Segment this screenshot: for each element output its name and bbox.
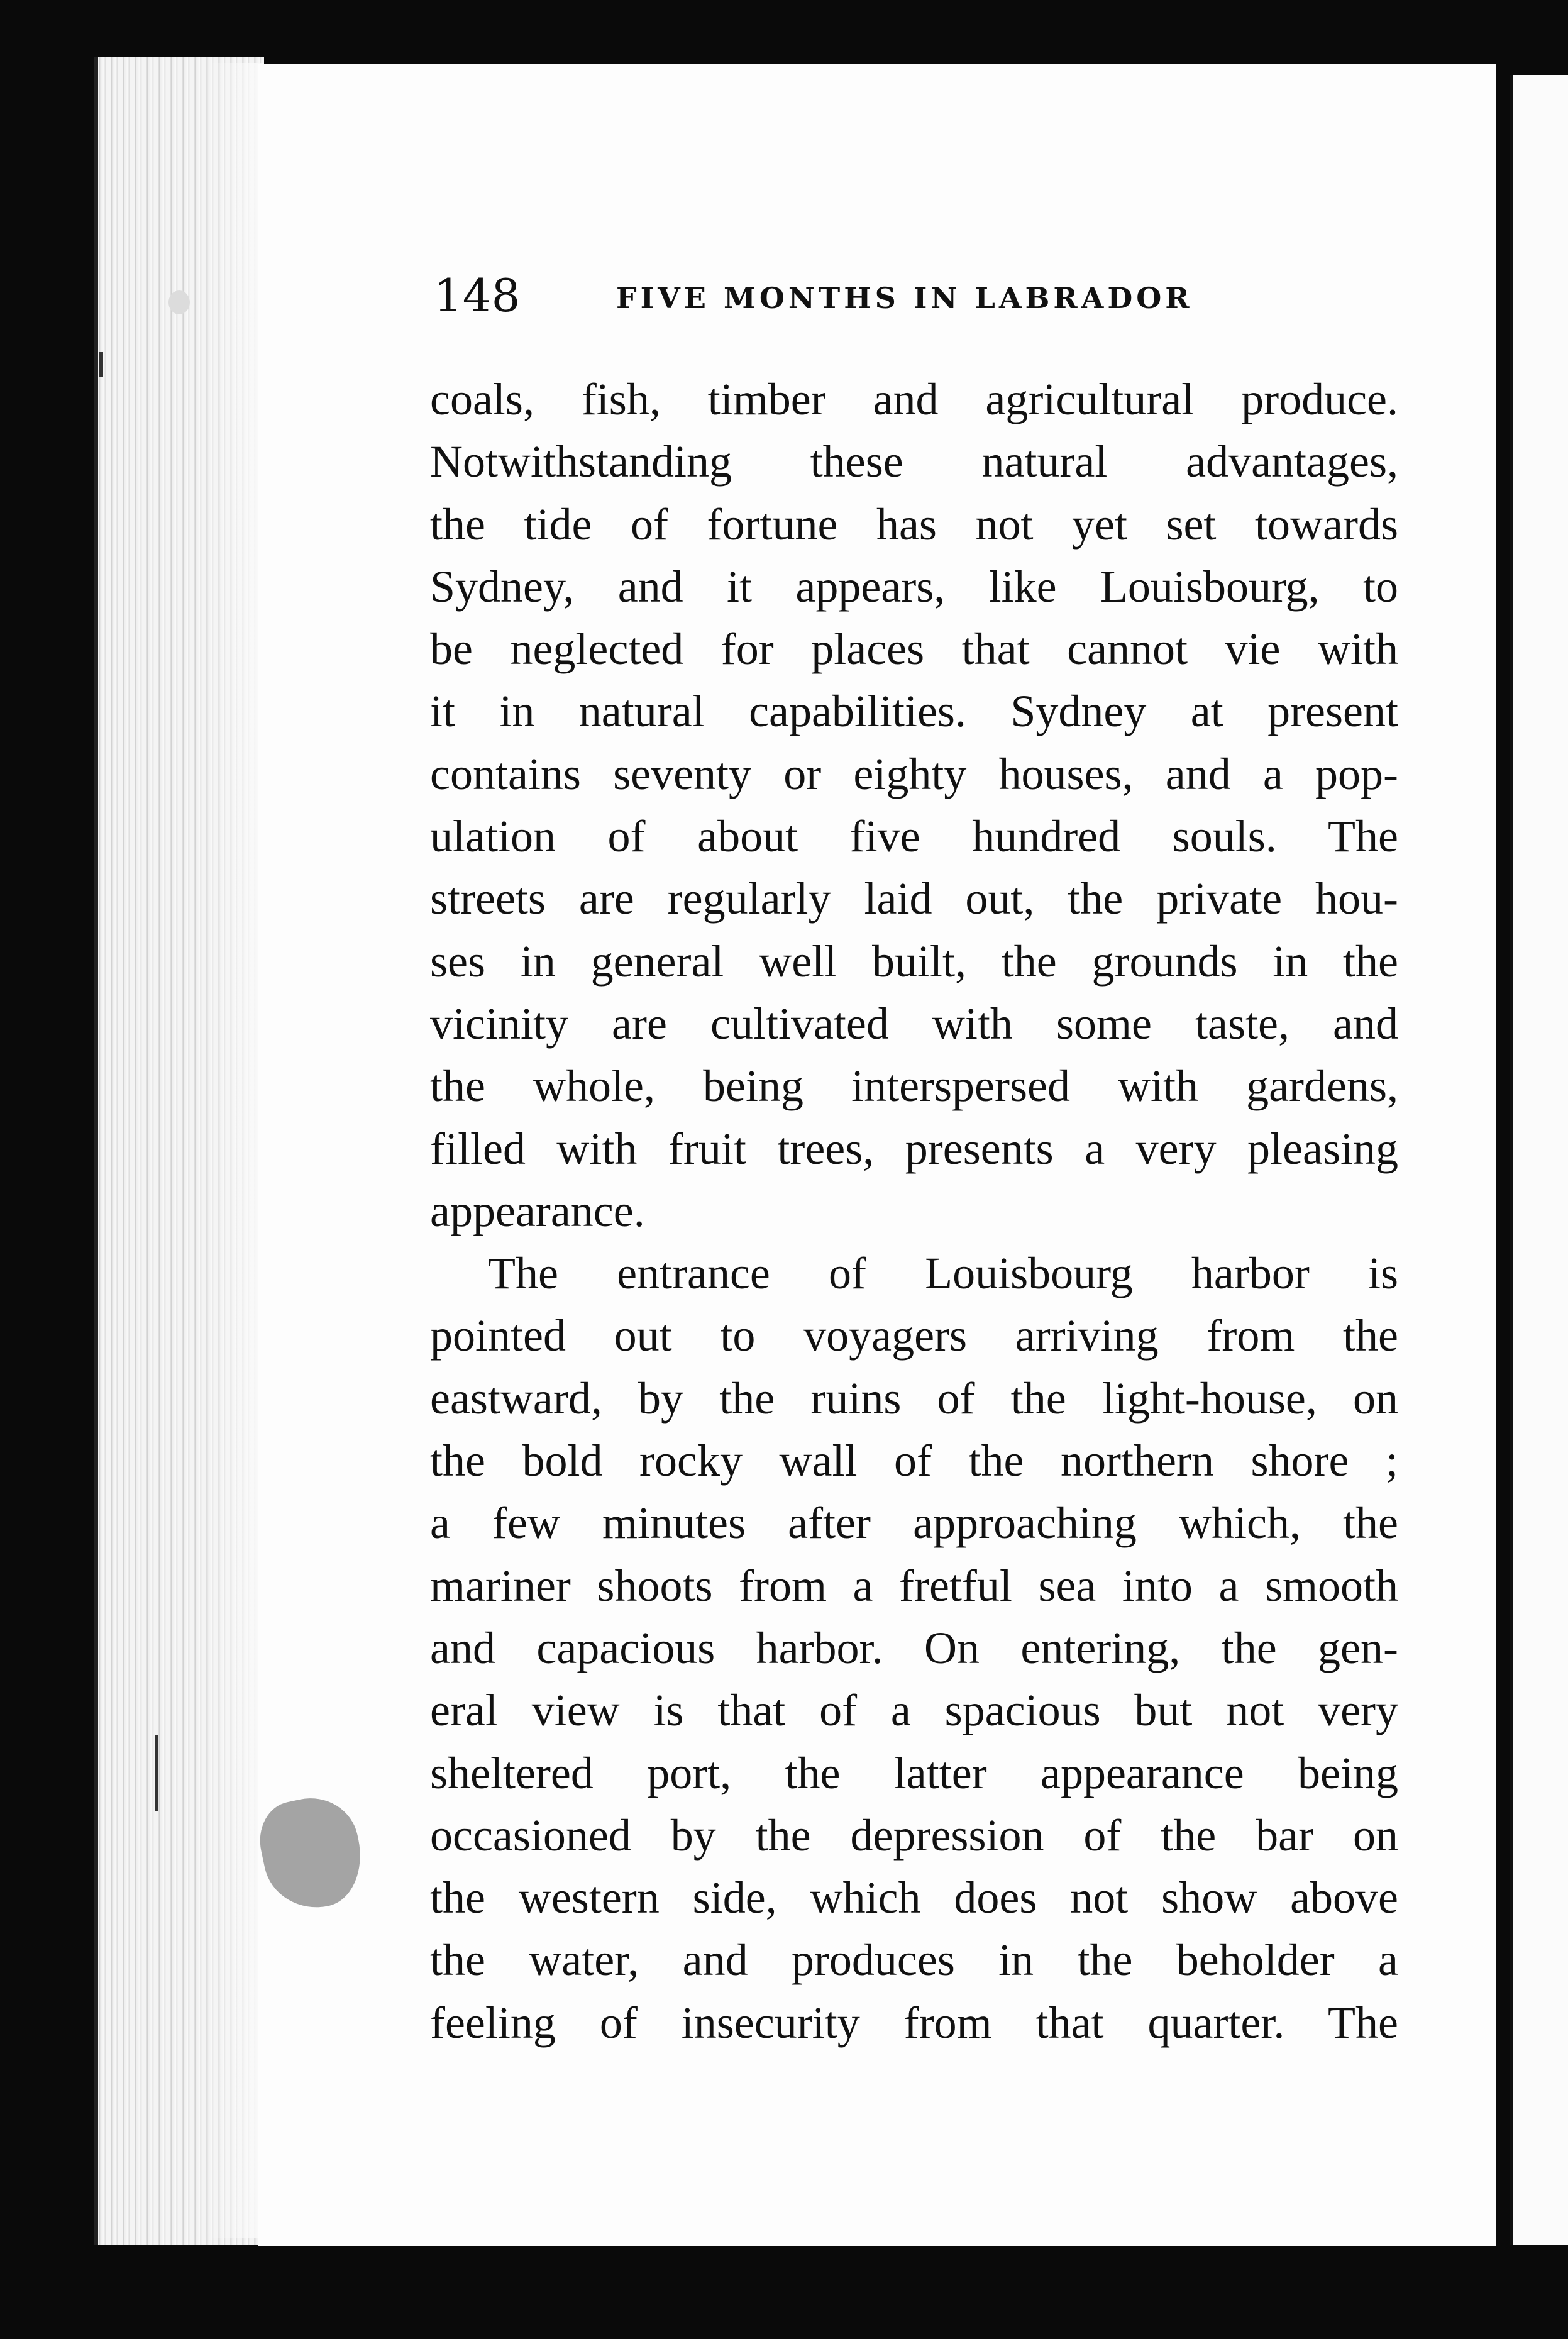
text-line: the western side, which does not show above [430, 1872, 1398, 1923]
paragraph [430, 1242, 1398, 2054]
text-line: sheltered port, the latter appearance being [430, 1747, 1398, 1798]
text-line: feeling of insecurity from that quarter. The [430, 1997, 1398, 2048]
text-line: vicinity are cultivated with some taste, and [430, 998, 1398, 1049]
text-line: mariner shoots from a fretful sea into a smooth [430, 1560, 1398, 1611]
text-line: filled with fruit trees, presents a very pleasing [430, 1123, 1398, 1174]
body-text [430, 368, 1398, 2054]
text-line: occasioned by the depression of the bar on [430, 1810, 1398, 1861]
page-number: 148 [434, 269, 521, 322]
text-line: a few minutes after approaching which, the [430, 1498, 1398, 1549]
text-line: ses in general well built, the grounds in the [430, 936, 1398, 987]
text-line: eastward, by the ruins of the light-house, on [430, 1373, 1398, 1424]
running-title: FIVE MONTHS IN LABRADOR [616, 281, 1193, 315]
text-line: eral view is that of a spacious but not very [430, 1685, 1398, 1736]
text-line: coals, fish, timber and agricultural produce. [430, 374, 1398, 424]
text-line: appearance. [430, 1185, 645, 1236]
paragraph [430, 368, 1398, 1242]
text-line: the bold rocky wall of the northern shore ; [430, 1435, 1398, 1486]
text-line: pointed out to voyagers arriving from the [430, 1310, 1398, 1361]
edge-mark [99, 352, 103, 377]
text-line: Notwithstanding these natural advantages, [430, 436, 1398, 487]
text-line: streets are regularly laid out, the private hou- [430, 873, 1398, 924]
text-line: the tide of fortune has not yet set towards [430, 499, 1398, 550]
text-line: and capacious harbor. On entering, the gen- [430, 1622, 1398, 1673]
text-line: ulation of about five hundred souls. The [430, 811, 1398, 862]
text-line: The entrance of Louisbourg harbor is [488, 1248, 1398, 1299]
text-line: be neglected for places that cannot vie with [430, 624, 1398, 675]
edge-mark [155, 1735, 158, 1811]
next-page-edge [1510, 75, 1568, 2245]
text-line: the whole, being interspersed with gardens, [430, 1061, 1398, 1112]
paper-stain [168, 290, 190, 314]
text-line: the water, and produces in the beholder a [430, 1935, 1398, 1986]
page-edges-shadow [207, 63, 264, 2238]
text-line: it in natural capabilities. Sydney at present [430, 686, 1398, 737]
text-line: Sydney, and it appears, like Louisbourg, to [430, 561, 1398, 612]
text-line: contains seventy or eighty houses, and a pop- [430, 748, 1398, 799]
running-header [434, 264, 1251, 327]
